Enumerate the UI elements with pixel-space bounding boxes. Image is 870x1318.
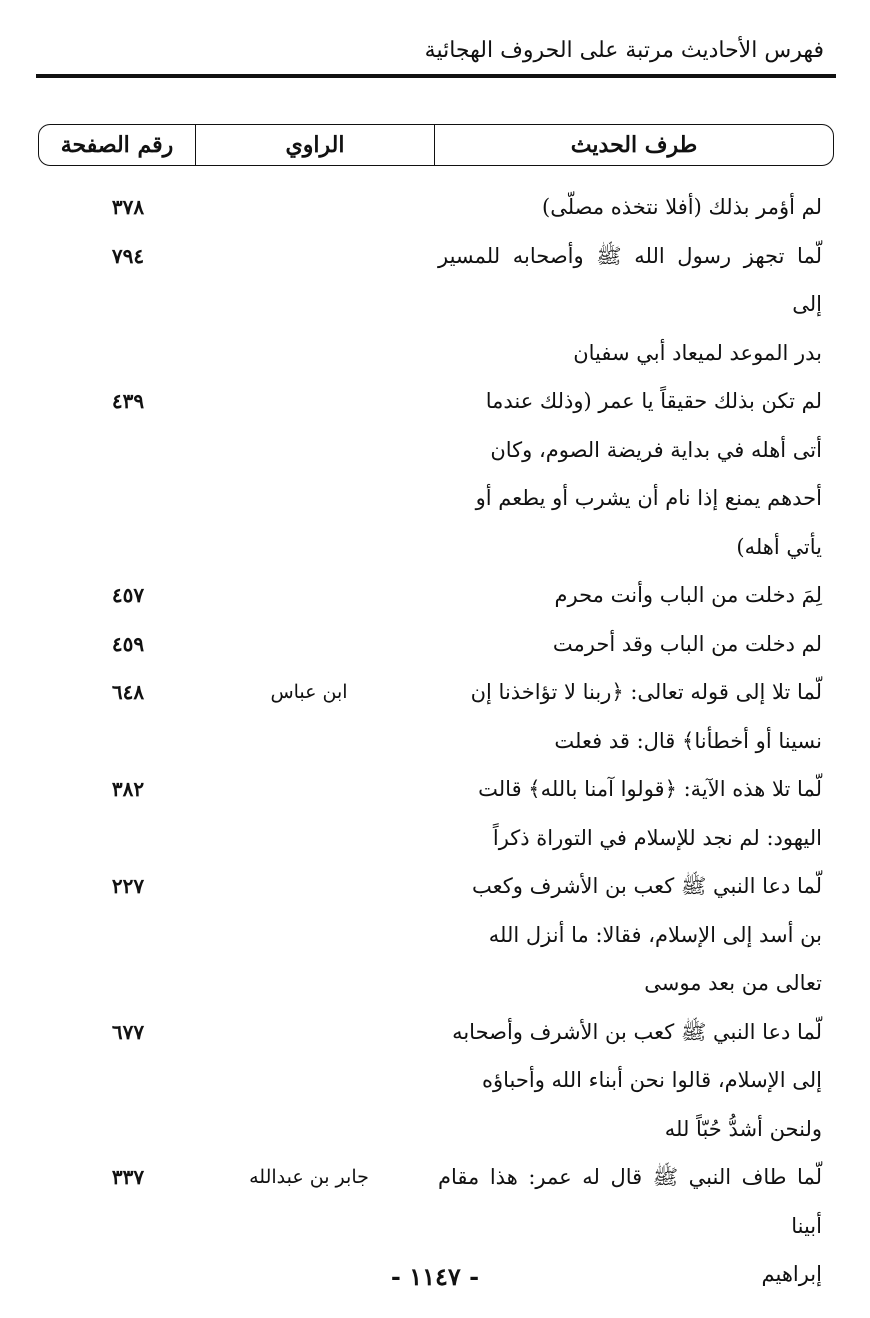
page-number-cell: ٦٧٧ bbox=[111, 1019, 145, 1044]
hadith-text-line: لّما دعا النبي ﷺ كعب بن الأشرف وأصحابه bbox=[452, 1019, 822, 1044]
page-number-cell: ٤٥٧ bbox=[111, 583, 145, 607]
hadith-text bbox=[438, 183, 822, 232]
hadith-text-line: بن أسد إلى الإسلام، فقالا: ما أنزل الله bbox=[488, 922, 822, 947]
hadith-text-line: بدر الموعد لميعاد أبي سفيان bbox=[573, 340, 822, 365]
hadith-text-line: لّما طاف النبي ﷺ قال له عمر: هذا مقام أبينا bbox=[438, 1165, 822, 1238]
header-rule bbox=[36, 74, 836, 78]
hadith-text-line: إبراهيم bbox=[761, 1262, 822, 1286]
page-number-cell: ٣٣٧ bbox=[111, 1165, 145, 1189]
column-header-hadith: طرف الحديث bbox=[434, 125, 833, 165]
hadith-text-line: أتى أهله في بداية فريضة الصوم، وكان bbox=[490, 437, 822, 462]
index-entry bbox=[40, 862, 830, 1008]
hadith-text-line: لّما تلا إلى قوله تعالى: ﴿ربنا لا تؤاخذنا إن bbox=[470, 680, 822, 704]
column-header-page: رقم الصفحة bbox=[60, 132, 174, 158]
hadith-text-line: ولنحن أشدُّ حُبّاً لله bbox=[664, 1116, 822, 1141]
page-number-cell: ٢٢٧ bbox=[111, 874, 145, 898]
hadith-text bbox=[438, 765, 822, 862]
hadith-text bbox=[438, 620, 822, 669]
narrator-cell: ابن عباس bbox=[270, 681, 348, 703]
hadith-text bbox=[438, 377, 822, 571]
page-number-cell: ٤٥٩ bbox=[111, 631, 145, 656]
index-entry bbox=[40, 377, 830, 571]
index-entry bbox=[40, 571, 830, 620]
narrator-cell: جابر بن عبدالله bbox=[249, 1166, 369, 1188]
page-number-cell: ٧٩٤ bbox=[111, 243, 145, 268]
hadith-text bbox=[438, 668, 822, 765]
hadith-text-line: يأتي أهله) bbox=[736, 534, 822, 559]
column-header-narrator: الراوي bbox=[195, 125, 434, 165]
page-number-cell: ٣٨٢ bbox=[111, 777, 145, 801]
hadith-text-line: لّما تجهز رسول الله ﷺ وأصحابه للمسير إلى bbox=[438, 243, 822, 316]
index-entry bbox=[40, 183, 830, 232]
hadith-text-line: لّما تلا هذه الآية: ﴿قولوا آمنا بالله﴾ قالت bbox=[478, 777, 822, 801]
index-entry bbox=[40, 765, 830, 862]
page-number-cell: ٣٧٨ bbox=[111, 195, 145, 219]
hadith-text-line: لم أؤمر بذلك (أفلا نتخذه مصلّى) bbox=[542, 195, 822, 219]
page-number-cell: ٦٤٨ bbox=[111, 680, 145, 704]
page-number-cell: ٤٣٩ bbox=[111, 389, 145, 413]
hadith-text-line: لّما دعا النبي ﷺ كعب بن الأشرف وكعب bbox=[472, 874, 822, 898]
hadith-text-line: اليهود: لم نجد للإسلام في التوراة ذكراً bbox=[492, 825, 822, 850]
hadith-text bbox=[438, 571, 822, 620]
hadith-text-line: نسينا أو أخطأنا﴾ قال: قد فعلت bbox=[554, 728, 822, 753]
index-entry bbox=[40, 232, 830, 378]
hadith-text bbox=[438, 232, 822, 378]
index-entry bbox=[40, 620, 830, 669]
hadith-text bbox=[438, 862, 822, 1008]
hadith-text-line: لم تكن بذلك حقيقاً يا عمر (وذلك عندما bbox=[485, 389, 822, 413]
index-entry bbox=[40, 668, 830, 765]
column-header-bar bbox=[38, 124, 834, 166]
running-head: فهرس الأحاديث مرتبة على الحروف الهجائية bbox=[424, 38, 824, 63]
page-number: - ١١٤٧ - bbox=[390, 1262, 480, 1291]
hadith-text-line: إلى الإسلام، قالوا نحن أبناء الله وأحباؤه bbox=[482, 1068, 822, 1092]
hadith-text-line: أحدهم يمنع إذا نام أن يشرب أو يطعم أو bbox=[475, 486, 822, 510]
hadith-text-line: تعالى من بعد موسى bbox=[644, 971, 822, 995]
index-entry bbox=[40, 1008, 830, 1154]
hadith-text bbox=[438, 1008, 822, 1154]
hadith-text-line: لِمَ دخلت من الباب وأنت محرم bbox=[554, 583, 822, 607]
hadith-text-line: لم دخلت من الباب وقد أحرمت bbox=[552, 631, 822, 656]
